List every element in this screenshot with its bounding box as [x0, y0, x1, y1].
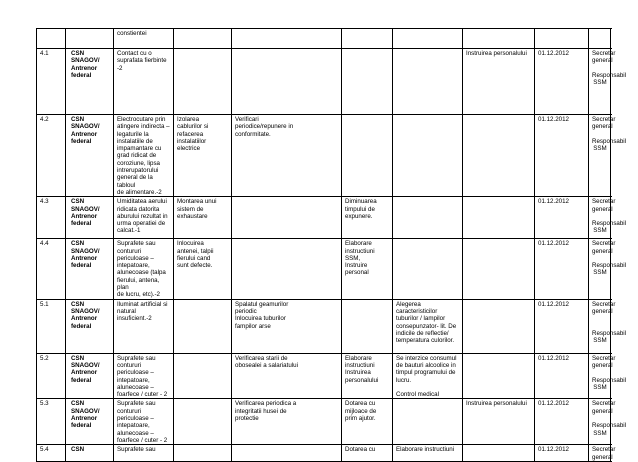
training-measure-cell — [463, 29, 535, 49]
table-row — [37, 299, 611, 353]
hygiene-measure-cell: Diminuarea timpului de expunere. — [342, 197, 393, 239]
technical-measure-cell — [174, 399, 232, 445]
other-measure-cell — [393, 197, 463, 239]
table-row — [37, 115, 611, 197]
organization-cell: CSN SNAGOV/ Antrenor federal — [66, 115, 114, 197]
row-number-cell: 5.1 — [37, 299, 66, 353]
hazard-description-cell: constientei — [114, 29, 174, 49]
organization-cell: CSN — [66, 445, 114, 462]
hazard-description-cell: Iluminat artificial si natural insuficient.-2 — [114, 299, 174, 353]
deadline-date-cell: 01.12.2012 — [535, 353, 589, 399]
row-number-cell: 4.4 — [37, 239, 66, 299]
technical-measure-cell — [174, 353, 232, 399]
other-measure-cell — [393, 239, 463, 299]
other-measure-cell — [393, 29, 463, 49]
row-number-cell: 5.3 — [37, 399, 66, 445]
organizational-measure-cell: Verificari periodice/repunere in conformitate. — [232, 115, 342, 197]
organization-cell: CSN SNAGOV/ Antrenor federal — [66, 399, 114, 445]
organization-cell: CSN SNAGOV/ Antrenor federal — [66, 239, 114, 299]
table-row — [37, 197, 611, 239]
hygiene-measure-cell: Dotarea cu mijloace de prim ajutor. — [342, 399, 393, 445]
hazard-description-cell: Contact cu o suprafata fierbinte -2 — [114, 49, 174, 115]
hygiene-measure-cell: Elaborare instructiuni SSM, Instruire personal — [342, 239, 393, 299]
responsible-person-cell: Secretar general — [589, 445, 611, 462]
technical-measure-cell — [174, 299, 232, 353]
organizational-measure-cell — [232, 239, 342, 299]
table-row — [37, 49, 611, 115]
organizational-measure-cell: Verificarea periodica a integritatii husei de protectie — [232, 399, 342, 445]
other-measure-cell — [393, 49, 463, 115]
training-measure-cell: Instruirea personalului — [463, 399, 535, 445]
table-row — [37, 399, 611, 445]
table-row — [37, 353, 611, 399]
organizational-measure-cell — [232, 49, 342, 115]
row-number-cell: 4.2 — [37, 115, 66, 197]
row-number-cell: 5.4 — [37, 445, 66, 462]
training-measure-cell — [463, 445, 535, 462]
deadline-date-cell — [535, 29, 589, 49]
other-measure-cell — [393, 399, 463, 445]
other-measure-cell — [393, 115, 463, 197]
organization-cell: CSN SNAGOV/ Antrenor federal — [66, 197, 114, 239]
responsible-person-cell: Secretar general Responsabil SSM — [589, 197, 611, 239]
hazard-description-cell: Suprafete sau — [114, 445, 174, 462]
technical-measure-cell — [174, 445, 232, 462]
deadline-date-cell: 01.12.2012 — [535, 445, 589, 462]
deadline-date-cell: 01.12.2012 — [535, 299, 589, 353]
deadline-date-cell: 01.12.2012 — [535, 399, 589, 445]
training-measure-cell — [463, 239, 535, 299]
training-measure-cell — [463, 197, 535, 239]
responsible-person-cell: Secretar general Responsabil SSM — [589, 353, 611, 399]
hygiene-measure-cell: Dotarea cu — [342, 445, 393, 462]
row-number-cell: 5.2 — [37, 353, 66, 399]
hygiene-measure-cell: Elaborare instructiuni Instruirea personalului — [342, 353, 393, 399]
organization-cell: CSN SNAGOV/ Antrenor federal — [66, 49, 114, 115]
responsible-person-cell: Secretar general Responsabil SSM — [589, 239, 611, 299]
hazard-description-cell: Electrocutare prin atingere indirecta – legaturile la instalatiile de impamantare cu grad ridicat de coroziune, lipsa intrerupatorului general de la tabloul de alimentare.-2 — [114, 115, 174, 197]
hazard-description-cell: Umiditatea aerului ridicata datorita aburului rezultat in urma operatiei de calcat.-1 — [114, 197, 174, 239]
organizational-measure-cell: Verificarea starii de obosealei a salariatului — [232, 353, 342, 399]
technical-measure-cell: Inlocuirea antenei, talpii fierului cand sunt defecte. — [174, 239, 232, 299]
risk-assessment-table — [36, 28, 627, 462]
deadline-date-cell: 01.12.2012 — [535, 115, 589, 197]
responsible-person-cell: Secretar general Responsabil SSM — [589, 49, 611, 115]
technical-measure-cell: Montarea unui sistem de exhaustare — [174, 197, 232, 239]
hazard-description-cell: Suprafete sau contururi periculoase – intepatoare, alunecoase (talpa fierului, antena, plan de lucru, etc).-2 — [114, 239, 174, 299]
hygiene-measure-cell — [342, 115, 393, 197]
table-row — [37, 239, 611, 299]
organizational-measure-cell — [232, 445, 342, 462]
responsible-person-cell: Secretar general Responsabil SSM — [589, 299, 611, 353]
organizational-measure-cell — [232, 29, 342, 49]
responsible-person-cell: Secretar general Responsabil SSM — [589, 115, 611, 197]
organization-cell: CSN SNAGOV/ Antrenor federal — [66, 299, 114, 353]
training-measure-cell: Instruirea personalului — [463, 49, 535, 115]
other-measure-cell: Elaborare instructiuni — [393, 445, 463, 462]
hazard-description-cell: Suprafete sau contururi periculoase – intepatoare, alunecoase – foarfece / cuter - 2 — [114, 353, 174, 399]
table-row — [37, 445, 611, 462]
deadline-date-cell: 01.12.2012 — [535, 197, 589, 239]
technical-measure-cell: Izolarea cablurilor si refacerea instalatiilor electrice — [174, 115, 232, 197]
responsible-person-cell — [589, 29, 611, 49]
other-measure-cell: Alegerea caracteristicilor tuburilor / lampilor consepunzator- lit. De indicile de reflectie/ temperatura culorilor. — [393, 299, 463, 353]
training-measure-cell — [463, 299, 535, 353]
organizational-measure-cell: Spalatul geamurilor periodic Inlocuirea tuburilor fampilor arse — [232, 299, 342, 353]
training-measure-cell — [463, 353, 535, 399]
table-body — [37, 29, 627, 462]
hygiene-measure-cell — [342, 49, 393, 115]
row-number-cell: 4.1 — [37, 49, 66, 115]
deadline-date-cell: 01.12.2012 — [535, 239, 589, 299]
row-number-cell: 4.3 — [37, 197, 66, 239]
technical-measure-cell — [174, 29, 232, 49]
technical-measure-cell — [174, 49, 232, 115]
organization-cell: CSN SNAGOV/ Antrenor federal — [66, 353, 114, 399]
hygiene-measure-cell — [342, 29, 393, 49]
hazard-description-cell: Suprafete sau contururi periculoase – intepatoare, alunecoase – foarfece / cuter - 2 — [114, 399, 174, 445]
responsible-person-cell: Secretar general Responsabil SSM — [589, 399, 611, 445]
organizational-measure-cell — [232, 197, 342, 239]
organization-cell — [66, 29, 114, 49]
table-row — [37, 29, 611, 49]
deadline-date-cell: 01.12.2012 — [535, 49, 589, 115]
row-number-cell — [37, 29, 66, 49]
other-measure-cell: Se interzice consumul de bauturi alcoolice in timpul programului de lucru. Control medical — [393, 353, 463, 399]
hygiene-measure-cell — [342, 299, 393, 353]
training-measure-cell — [463, 115, 535, 197]
